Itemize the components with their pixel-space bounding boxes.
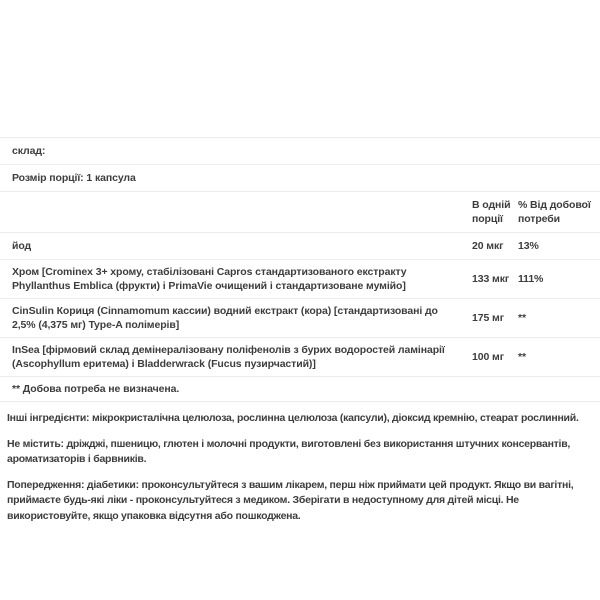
daily-value-footnote-row (0, 376, 600, 401)
other-ingredients-text: Інші інгредієнти: мікрокристалічна целюлоза, рослинна целюлоза (капсули), діоксид кремнію, стеарат рослинний. (7, 412, 579, 424)
daily-value-footnote: ** Добова потреба не визначена. (12, 383, 180, 395)
ingredient-amount: 175 мг (472, 312, 504, 324)
composition-title-row (0, 137, 600, 164)
ingredient-name: йод (12, 240, 32, 252)
column-header-dv: % Від добової потреби (518, 199, 591, 225)
ingredient-dv: ** (518, 351, 526, 363)
serving-size-row (0, 164, 600, 191)
column-header-amount: В одній порції (472, 199, 511, 225)
ingredient-amount: 20 мкг (472, 240, 504, 252)
ingredient-name: CinSulin Кориця (Cinnamomum кассии) водний екстракт (кора) [стандартизовані до 2,5% (4,375 мг) Type-A полімерів] (12, 305, 438, 331)
blank-top-area (0, 0, 600, 137)
table-row (0, 232, 600, 259)
composition-title: склад: (12, 145, 46, 157)
notes-section (0, 401, 600, 524)
ingredient-name: InSea [фірмовий склад демінералізовану поліфенолів з бурих водоростей ламінарії (Ascophyllum еритема) і Bladderwrack (Fucus пузирчастий)] (12, 344, 445, 370)
table-row (0, 337, 600, 376)
ingredient-name: Хром [Crominex 3+ хрому, стабілізовані Capros стандартизованого екстракту Phyllanthus Emblica (фрукти) і PrimaVie очищений і стандартизоване мумійо] (12, 266, 407, 292)
table-header-row (0, 191, 600, 232)
ingredient-amount: 133 мкг (472, 273, 510, 285)
ingredient-dv: 13% (518, 240, 539, 252)
warning-text: Попередження: діабетики: проконсультуйтеся з вашим лікарем, перш ніж приймати цей продукт. Якщо ви вагітні, приймаєте будь-які ліки - проконсультуйтеся з медиком. Зберігати в недоступному для дітей місці. Не використовуйте, якщо упаковка відсутня або пошкоджена. (7, 478, 574, 522)
allergen-info-text: Не містить: дріжджі, пшеницю, глютен і молочні продукти, виготовлені без використання штучних консервантів, ароматизаторів і барвників. (7, 437, 571, 465)
ingredient-dv: ** (518, 312, 526, 324)
ingredient-amount: 100 мг (472, 351, 504, 363)
table-row (0, 298, 600, 337)
table-row (0, 259, 600, 298)
supplement-facts-panel (0, 137, 600, 524)
ingredient-dv: 111% (518, 273, 544, 285)
serving-size-text: Розмір порції: 1 капсула (12, 172, 136, 184)
